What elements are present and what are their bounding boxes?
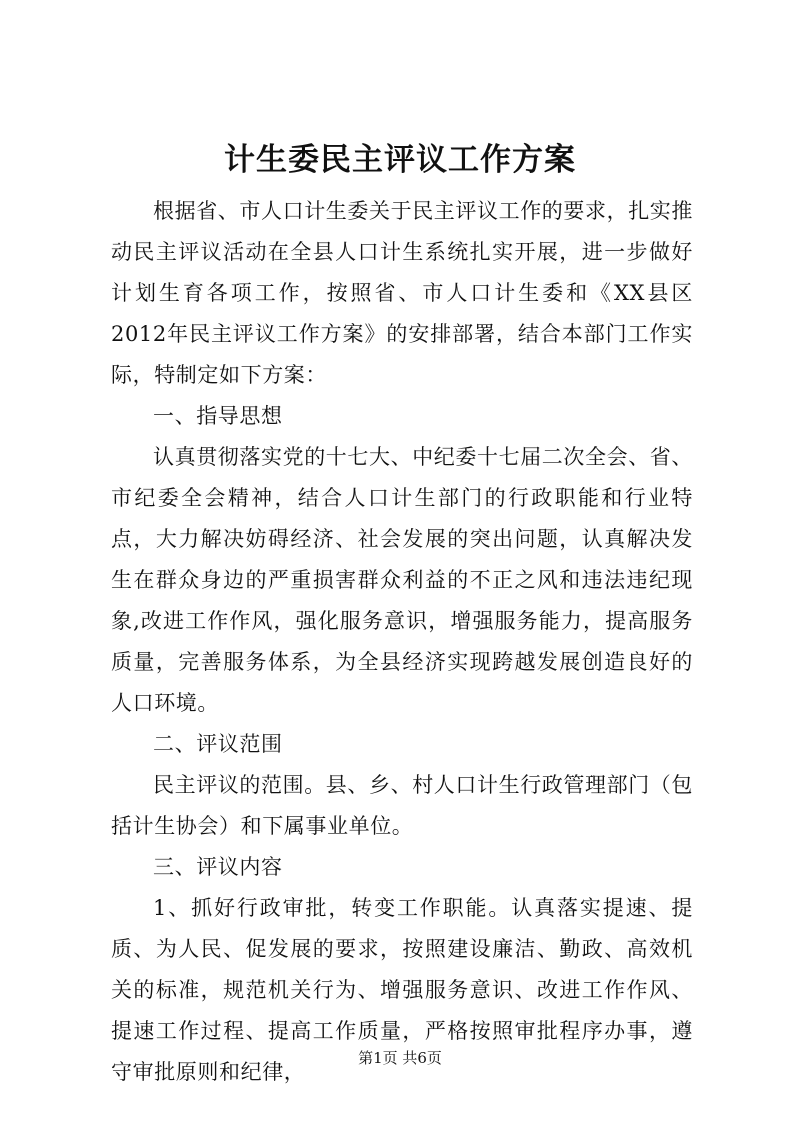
paragraph-guiding-ideology: 认真贯彻落实党的十七大、中纪委十七届二次全会、省、市纪委全会精神，结合人口计生部门的行政职能和行业特点，大力解决妨碍经济、社会发展的突出问题，认真解决发生在群众身边的严重损害群众利益的不正之风和违法违纪现象,改进工作作风，强化服务意识，增强服务能力，提高服务质量，完善服务体系，为全县经济实现跨越发展创造良好的人口环境。: [111, 445, 693, 715]
document-body: [111, 191, 693, 1093]
page-number-footer: 第1页 共6页: [358, 1049, 442, 1067]
paragraph-evaluation-scope: 民主评议的范围。县、乡、村人口计生行政管理部门（包括计生协会）和下属事业单位。: [111, 773, 693, 838]
section-heading-guiding-ideology: 一、指导思想: [153, 404, 283, 428]
section-heading-evaluation-content: 三、评议内容: [153, 855, 283, 879]
section-heading-evaluation-scope: 二、评议范围: [153, 732, 283, 756]
paragraph-evaluation-content-item-1: 1、抓好行政审批，转变工作职能。认真落实提速、提质、为人民、促发展的要求，按照建设廉洁、勤政、高效机关的标准，规范机关行为、增强服务意识、改进工作作风、提速工作过程、提高工作质量，严格按照审批程序办事，遵守审批原则和纪律，: [111, 896, 693, 1084]
document-title: 计生委民主评议工作方案: [224, 142, 576, 178]
paragraph-intro: 根据省、市人口计生委关于民主评议工作的要求，扎实推动民主评议活动在全县人口计生系统扎实开展，进一步做好计划生育各项工作，按照省、市人口计生委和《XX县区2012年民主评议工作方案》的安排部署，结合本部门工作实际，特制定如下方案：: [111, 199, 693, 387]
